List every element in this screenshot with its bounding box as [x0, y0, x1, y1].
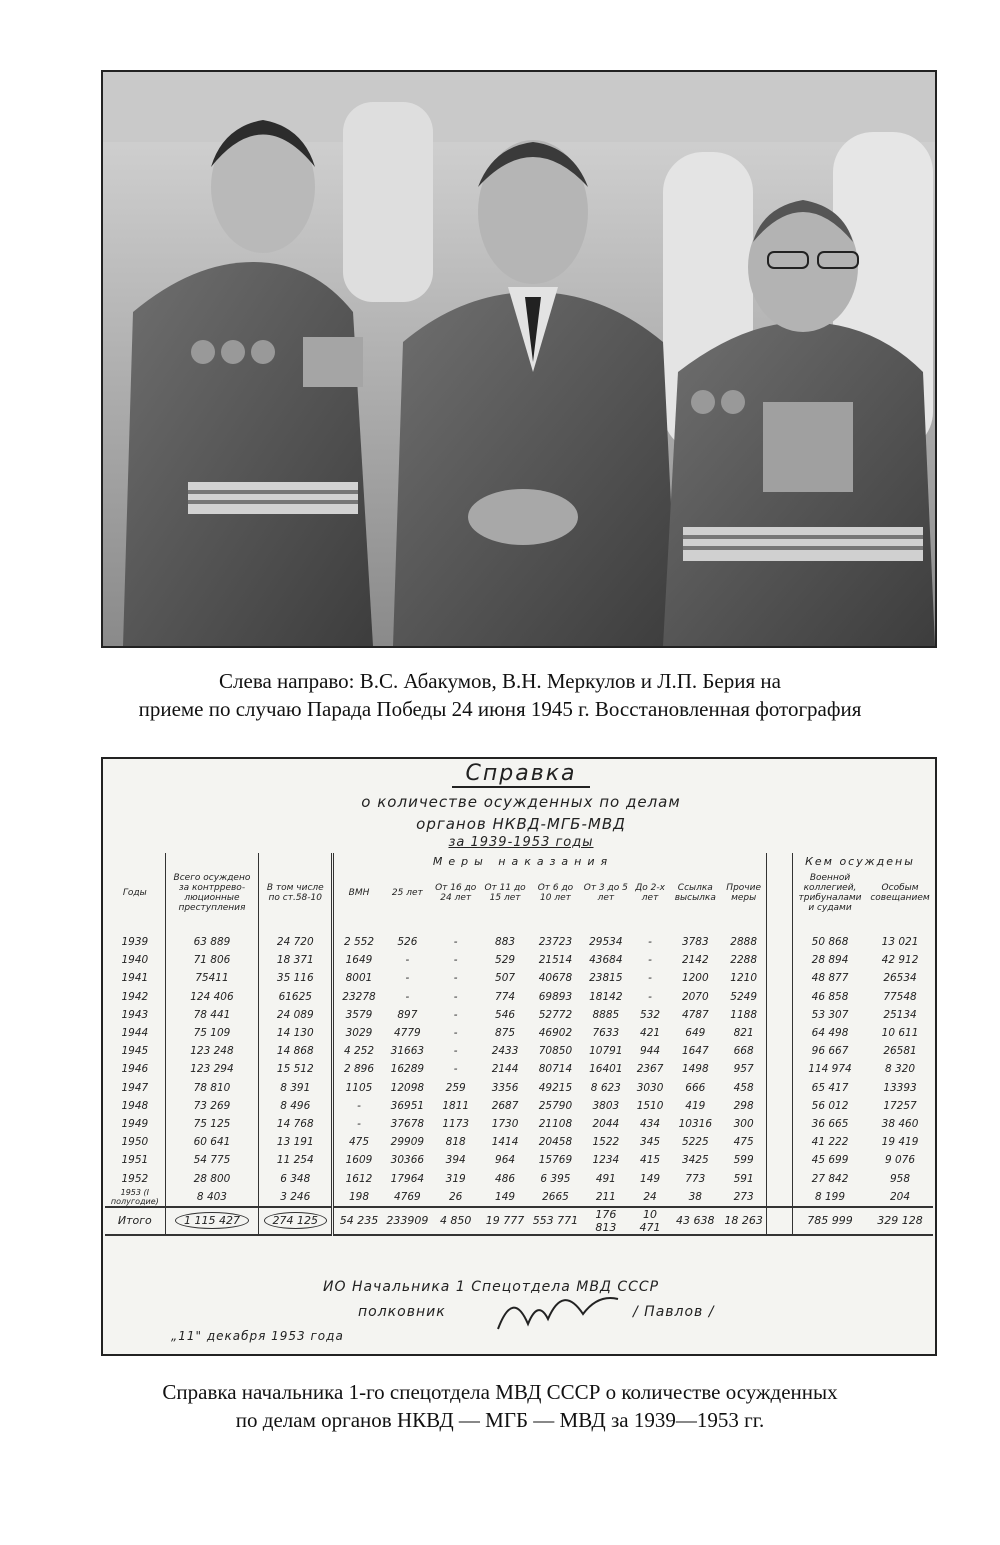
totals-16: 4 850: [431, 1207, 480, 1235]
cell-mil: 53 307: [811, 1008, 849, 1021]
cell-y16: -: [453, 990, 458, 1003]
cell-mil: 8 199: [814, 1190, 846, 1203]
cell-other: 1210: [730, 972, 758, 985]
totals-11: 19 777: [480, 1207, 529, 1235]
cell-y3: 1522: [592, 1136, 620, 1149]
cell-y3: 8 623: [590, 1081, 621, 1094]
totals-3: 176 813: [581, 1207, 630, 1235]
cell-total: 73 269: [165, 1097, 259, 1115]
cell-y25: 36951: [390, 1099, 425, 1112]
table-row: [105, 1115, 933, 1133]
cell-y25: 17964: [390, 1172, 425, 1185]
cell-exile: 2070: [681, 990, 709, 1003]
cell-y11: 2144: [491, 1063, 519, 1076]
cell-osso: 25134: [883, 1008, 917, 1021]
document-title: Справка: [103, 761, 937, 786]
table-row: [105, 951, 933, 969]
cell-mil: 64 498: [811, 1027, 849, 1040]
cell-y6: 20458: [538, 1136, 573, 1149]
cell-other: 821: [733, 1027, 754, 1040]
header-6-10: От 6 до 10 лет: [537, 883, 574, 903]
cell-year: 1947: [121, 1081, 149, 1094]
cell-y2: 434: [640, 1117, 661, 1130]
table-row: [105, 1133, 933, 1151]
totals-exile: 43 638: [670, 1207, 721, 1235]
cell-exile: 1498: [681, 1063, 709, 1076]
cell-y25: -: [405, 972, 410, 985]
cell-y25: 29909: [390, 1136, 425, 1149]
cell-y16: 1173: [442, 1117, 470, 1130]
header-11-15: От 11 до 15 лет: [484, 883, 526, 903]
totals-military: 785 999: [792, 1207, 867, 1235]
cell-other: 668: [733, 1045, 754, 1058]
cell-y16: -: [453, 972, 458, 985]
cell-y6: 23723: [538, 936, 573, 949]
cell-y2: 2367: [636, 1063, 664, 1076]
cell-osso: 10 611: [881, 1027, 919, 1040]
cell-vmn: 8001: [333, 969, 384, 987]
cell-vmn: 475: [333, 1133, 384, 1151]
cell-y11: 2687: [491, 1099, 519, 1112]
cell-total: 78 441: [165, 1006, 259, 1024]
cell-year: 1949: [121, 1117, 149, 1130]
cell-y2: 1510: [636, 1099, 664, 1112]
cell-y6: 40678: [538, 972, 573, 985]
cell-y16: 26: [449, 1190, 463, 1203]
cell-y16: -: [453, 1008, 458, 1021]
cell-y16: -: [453, 936, 458, 949]
cell-mil: 96 667: [811, 1045, 849, 1058]
cell-exile: 5225: [681, 1136, 709, 1149]
cell-y6: 49215: [538, 1081, 573, 1094]
cell-y3: 491: [595, 1172, 616, 1185]
cell-y11: 2433: [491, 1045, 519, 1058]
cell-year: 1944: [121, 1027, 149, 1040]
header-3-5: От 3 до 5 лет: [583, 883, 628, 903]
cell-y2: 3030: [636, 1081, 664, 1094]
document-subtitle: органов НКВД-МГБ-МВД: [416, 815, 626, 833]
photo-caption-line: Слева направо: В.С. Абакумов, В.Н. Меркулов и Л.П. Берия на: [219, 669, 781, 693]
cell-y6: 15769: [538, 1154, 573, 1167]
cell-vmn: 4 252: [333, 1042, 384, 1060]
cell-vmn: 3579: [333, 1006, 384, 1024]
cell-osso: 26534: [883, 972, 917, 985]
cell-total: 54 775: [165, 1151, 259, 1169]
table-row: [105, 933, 933, 951]
cell-art: 15 512: [259, 1060, 333, 1078]
cell-mil: 48 877: [811, 972, 849, 985]
cell-total: 75411: [165, 969, 259, 987]
cell-osso: 958: [890, 1172, 911, 1185]
cell-total: 124 406: [165, 988, 259, 1006]
cell-y11: 1730: [491, 1117, 519, 1130]
document-subtitle: о количестве осужденных по делам: [361, 793, 681, 811]
table-row: [105, 1097, 933, 1115]
cell-mil: 45 699: [811, 1154, 849, 1167]
cell-y3: 18142: [589, 990, 623, 1003]
cell-y25: 30366: [390, 1154, 425, 1167]
cell-y25: -: [405, 990, 410, 1003]
cell-mil: 50 868: [811, 936, 849, 949]
cell-art: 24 089: [259, 1006, 333, 1024]
cell-exile: 2142: [681, 954, 709, 967]
cell-osso: 38 460: [881, 1117, 919, 1130]
header-vmn: ВМН: [333, 853, 384, 933]
cell-art: 24 720: [259, 933, 333, 951]
cell-vmn: 23278: [333, 988, 384, 1006]
header-military: Военной коллегией, трибуналами и судами: [798, 873, 862, 913]
cell-osso: 9 076: [884, 1154, 916, 1167]
painting-three-officers-icon: [103, 72, 935, 646]
cell-art: 8 391: [259, 1079, 333, 1097]
header-16-24: От 16 до 24 лет: [435, 883, 477, 903]
cell-total: 123 248: [165, 1042, 259, 1060]
table-row: [105, 969, 933, 987]
cell-y2: 415: [640, 1154, 661, 1167]
cell-other: 1188: [730, 1008, 758, 1021]
cell-vmn: 2 552: [333, 933, 384, 951]
cell-art: 11 254: [259, 1151, 333, 1169]
cell-y3: 7633: [592, 1027, 620, 1040]
cell-y16: 1811: [442, 1099, 470, 1112]
signature-title: ИО Начальника 1 Спецотдела МВД СССР: [323, 1279, 660, 1295]
cell-mil: 56 012: [811, 1099, 849, 1112]
cell-y16: 259: [445, 1081, 466, 1094]
cell-other: 5249: [730, 990, 758, 1003]
cell-y2: 24: [643, 1190, 657, 1203]
photo-caption-line: приеме по случаю Парада Победы 24 июня 1945 г. Восстановленная фотография: [138, 697, 862, 721]
cell-y11: 1414: [491, 1136, 519, 1149]
cell-y16: -: [453, 1045, 458, 1058]
cell-y25: 12098: [390, 1081, 425, 1094]
cell-vmn: -: [333, 1115, 384, 1133]
table-row: [105, 1079, 933, 1097]
header-total: Всего осуждено за контррево-люционные преступления: [165, 853, 259, 933]
cell-year: 1951: [121, 1154, 149, 1167]
cell-y2: 421: [640, 1027, 661, 1040]
cell-y3: 3803: [592, 1099, 620, 1112]
cell-art: 13 191: [259, 1133, 333, 1151]
table-row: [105, 1188, 933, 1207]
cell-y3: 2044: [592, 1117, 620, 1130]
cell-y2: 532: [640, 1008, 661, 1021]
table-row: [105, 1042, 933, 1060]
totals-row: [105, 1207, 933, 1235]
cell-osso: 26581: [883, 1045, 917, 1058]
cell-exile: 10316: [678, 1117, 712, 1130]
totals-total: 1 115 427: [175, 1212, 249, 1229]
cell-other: 599: [733, 1154, 754, 1167]
cell-y25: 37678: [390, 1117, 425, 1130]
cell-y6: 70850: [538, 1045, 573, 1058]
cell-exile: 3783: [681, 936, 709, 949]
cell-y3: 8885: [592, 1008, 620, 1021]
cell-other: 2888: [730, 936, 758, 949]
cell-y3: 10791: [589, 1045, 623, 1058]
header-years: Годы: [122, 888, 147, 898]
cell-osso: 8 320: [884, 1063, 916, 1076]
cell-exile: 3425: [681, 1154, 709, 1167]
cell-total: 8 403: [165, 1188, 259, 1207]
totals-other: 18 263: [721, 1207, 767, 1235]
cell-other: 273: [733, 1190, 754, 1203]
cell-mil: 114 974: [808, 1063, 852, 1076]
document-caption-line: Справка начальника 1-го спецотдела МВД СССР о количестве осужденных: [162, 1380, 838, 1404]
cell-exile: 773: [685, 1172, 706, 1185]
cell-y11: 964: [495, 1154, 516, 1167]
cell-art: 35 116: [259, 969, 333, 987]
cell-y2: -: [648, 972, 652, 985]
document-date: „11" декабря 1953 года: [171, 1329, 344, 1343]
cell-total: 60 641: [165, 1133, 259, 1151]
cell-art: 14 130: [259, 1024, 333, 1042]
cell-mil: 36 665: [811, 1117, 849, 1130]
cell-vmn: 1649: [333, 951, 384, 969]
totals-special: 329 128: [867, 1207, 933, 1235]
cell-art: 14 768: [259, 1115, 333, 1133]
cell-y6: 21108: [538, 1117, 573, 1130]
cell-year: 1941: [121, 972, 149, 985]
cell-y6: 52772: [538, 1008, 573, 1021]
cell-y25: 4779: [393, 1027, 421, 1040]
cell-y3: 1234: [592, 1154, 620, 1167]
cell-y16: 394: [445, 1154, 466, 1167]
cell-y25: 526: [397, 936, 418, 949]
cell-y3: 23815: [589, 972, 623, 985]
archival-document: [101, 757, 937, 1356]
cell-osso: 19 419: [881, 1136, 919, 1149]
photo-caption: [60, 667, 940, 723]
table-row: [105, 1151, 933, 1169]
cell-art: 18 371: [259, 951, 333, 969]
signature-rank: полковник: [358, 1304, 446, 1320]
cell-y25: 897: [397, 1008, 418, 1021]
cell-total: 71 806: [165, 951, 259, 969]
totals-label: Итого: [105, 1207, 165, 1235]
cell-exile: 38: [688, 1190, 702, 1203]
cell-year: 1945: [121, 1045, 149, 1058]
cell-other: 591: [733, 1172, 754, 1185]
cell-y16: -: [453, 954, 458, 967]
cell-year: 1940: [121, 954, 149, 967]
cell-y3: 211: [595, 1190, 616, 1203]
cell-y3: 29534: [589, 936, 623, 949]
cell-other: 458: [733, 1081, 754, 1094]
table-row: [105, 1169, 933, 1187]
cell-total: 75 109: [165, 1024, 259, 1042]
cell-y16: -: [453, 1063, 458, 1076]
cell-y2: -: [648, 954, 652, 967]
cell-mil: 65 417: [811, 1081, 849, 1094]
cell-vmn: -: [333, 1097, 384, 1115]
cell-art: 6 348: [259, 1169, 333, 1187]
cell-total: 78 810: [165, 1079, 259, 1097]
cell-y6: 2665: [542, 1190, 569, 1203]
cell-exile: 649: [685, 1027, 706, 1040]
cell-vmn: 1612: [333, 1169, 384, 1187]
cell-osso: 13393: [883, 1081, 917, 1094]
cell-y6: 80714: [538, 1063, 573, 1076]
cell-y25: 16289: [390, 1063, 425, 1076]
cell-y25: 4769: [393, 1190, 421, 1203]
table-row: [105, 1060, 933, 1078]
cell-osso: 77548: [883, 990, 917, 1003]
totals-25: 233909: [384, 1207, 431, 1235]
cell-y16: 818: [445, 1136, 466, 1149]
cell-osso: 42 912: [881, 954, 919, 967]
cell-y3: 43684: [589, 954, 623, 967]
table-row: [105, 1006, 933, 1024]
cell-exile: 666: [685, 1081, 706, 1094]
cell-y2: 149: [640, 1172, 661, 1185]
cell-y11: 149: [495, 1190, 516, 1203]
cell-year: 1942: [121, 990, 149, 1003]
header-art58: В том числе по ст.58-10: [259, 853, 333, 933]
totals-2: 10 471: [631, 1207, 670, 1235]
cell-other: 475: [733, 1136, 754, 1149]
cell-y2: -: [648, 990, 652, 1003]
header-upto2: До 2-х лет: [635, 883, 665, 903]
cell-y2: -: [648, 936, 652, 949]
cell-mil: 27 842: [811, 1172, 849, 1185]
cell-mil: 46 858: [811, 990, 849, 1003]
header-other: Прочие меры: [726, 883, 761, 903]
cell-vmn: 2 896: [333, 1060, 384, 1078]
cell-vmn: 1105: [333, 1079, 384, 1097]
cell-y11: 875: [495, 1027, 516, 1040]
table-body: [105, 933, 933, 1207]
cell-y3: 16401: [589, 1063, 623, 1076]
cell-y16: 319: [445, 1172, 466, 1185]
measures-group-label: Меры наказания: [432, 855, 614, 868]
header-25: 25 лет: [391, 888, 423, 898]
cell-other: 298: [733, 1099, 754, 1112]
cell-year: 1952: [121, 1172, 149, 1185]
cell-y25: 31663: [390, 1045, 425, 1058]
cell-year: 1946: [121, 1063, 149, 1076]
table-row: [105, 988, 933, 1006]
totals-6: 553 771: [530, 1207, 581, 1235]
cell-exile: 1200: [681, 972, 709, 985]
cell-vmn: 1609: [333, 1151, 384, 1169]
totals-art58: 274 125: [264, 1212, 328, 1229]
cell-y6: 46902: [538, 1027, 573, 1040]
cell-y2: 944: [640, 1045, 661, 1058]
cell-exile: 4787: [681, 1008, 709, 1021]
cell-y16: -: [453, 1027, 458, 1040]
historical-photo: [101, 70, 937, 648]
cell-y11: 529: [495, 954, 516, 967]
cell-total: 75 125: [165, 1115, 259, 1133]
document-subtitle: за 1939-1953 годы: [448, 835, 594, 850]
cell-art: 8 496: [259, 1097, 333, 1115]
cell-y6: 25790: [538, 1099, 573, 1112]
cell-mil: 41 222: [811, 1136, 849, 1149]
cell-year: 1953 (I полугодие): [110, 1187, 159, 1206]
cell-y6: 6 395: [540, 1172, 571, 1185]
cell-osso: 204: [890, 1190, 911, 1203]
cell-total: 63 889: [165, 933, 259, 951]
cell-other: 300: [733, 1117, 754, 1130]
cell-y11: 774: [495, 990, 516, 1003]
cell-total: 123 294: [165, 1060, 259, 1078]
cell-exile: 419: [685, 1099, 706, 1112]
header-special: Особым совещанием: [870, 883, 930, 903]
cell-osso: 13 021: [881, 936, 919, 949]
cell-vmn: 3029: [333, 1024, 384, 1042]
cell-year: 1950: [121, 1136, 149, 1149]
table-row: [105, 1024, 933, 1042]
cell-art: 14 868: [259, 1042, 333, 1060]
cell-other: 957: [733, 1063, 754, 1076]
cell-y6: 69893: [538, 990, 573, 1003]
header-exile: Ссылка высылка: [674, 883, 716, 903]
cell-y11: 883: [495, 936, 516, 949]
cell-year: 1939: [121, 936, 149, 949]
cell-year: 1948: [121, 1099, 149, 1112]
cell-osso: 17257: [883, 1099, 917, 1112]
totals-vmn: 54 235: [333, 1207, 384, 1235]
signature-name: / Павлов /: [633, 1304, 715, 1320]
cell-y11: 546: [495, 1008, 516, 1021]
handwritten-signature-icon: [493, 1279, 623, 1339]
document-caption: [60, 1378, 940, 1434]
cell-y11: 486: [495, 1172, 516, 1185]
document-caption-line: по делам органов НКВД — МГБ — МВД за 1939—1953 гг.: [235, 1408, 765, 1432]
cell-vmn: 198: [333, 1188, 384, 1207]
cell-exile: 1647: [681, 1045, 709, 1058]
cell-y11: 507: [495, 972, 516, 985]
cell-other: 2288: [730, 954, 758, 967]
by-whom-group-label: Кем осуждены: [805, 855, 915, 868]
cell-mil: 28 894: [811, 954, 849, 967]
cell-y6: 21514: [538, 954, 573, 967]
cell-art: 3 246: [259, 1188, 333, 1207]
cell-y11: 3356: [491, 1081, 519, 1094]
cell-art: 61625: [259, 988, 333, 1006]
cell-y2: 345: [640, 1136, 661, 1149]
cell-year: 1943: [121, 1008, 149, 1021]
cell-y25: -: [405, 954, 410, 967]
cell-total: 28 800: [165, 1169, 259, 1187]
convictions-table: [105, 853, 933, 1236]
